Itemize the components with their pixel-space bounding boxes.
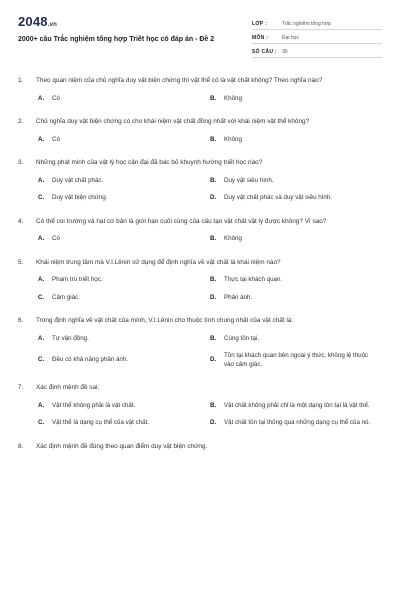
page-header [18, 0, 382, 60]
question-number: 7. [18, 384, 24, 391]
option-letter: A. [38, 94, 45, 102]
option-text: Có [52, 235, 60, 242]
question-item [18, 383, 382, 428]
question-number: 2. [18, 118, 24, 125]
option-letter: C. [38, 419, 45, 426]
answer-option[interactable] [210, 194, 382, 203]
meta-label: MÔN : [252, 35, 269, 41]
option-letter: A. [38, 276, 45, 283]
question-item [18, 316, 382, 369]
answer-options [38, 235, 382, 244]
question-text [18, 158, 382, 168]
option-text: Phạm trù triết học. [52, 276, 103, 283]
option-text: Duy vật chất phác và duy vật siêu hình. [224, 194, 333, 201]
option-text: Duy vật siêu hình. [224, 176, 274, 184]
option-text: Duy vật chất phác. [52, 176, 104, 184]
option-text: Tự vận động. [52, 334, 89, 342]
question-item [18, 217, 382, 244]
answer-option[interactable] [38, 294, 210, 303]
option-letter: C. [38, 194, 45, 201]
option-text: Thực tại khách quan. [224, 276, 283, 283]
option-text: Vật chất không phải chỉ là một dạng tồn tại là vật thể. [224, 401, 370, 409]
option-letter: B. [210, 276, 217, 283]
question-body: Xác định mệnh đề đúng theo quan điểm duy vật biện chứng. [36, 442, 208, 450]
option-letter: A. [38, 135, 45, 143]
question-body: Trong định nghĩa về vật chất của mình, V.I.Lênin cho thuộc tính chung nhất của vật chất là: [36, 317, 294, 324]
site-logo[interactable]: 2048.vn [18, 14, 58, 29]
answer-option[interactable] [210, 235, 382, 244]
document-title: 2000+ câu Trắc nghiệm tổng hợp Triết học có đáp án - Đề 2 [18, 36, 215, 43]
question-text [18, 117, 382, 127]
answer-option[interactable] [38, 276, 210, 285]
answer-option[interactable] [210, 136, 382, 145]
question-item [18, 117, 382, 144]
option-letter: B. [210, 334, 217, 342]
meta-row [252, 44, 382, 58]
answer-option[interactable] [210, 335, 382, 344]
question-body: Chủ nghĩa duy vật biện chứng có cho khái niệm vật chất đồng nhất với khái niệm vật thể không? [36, 118, 310, 125]
question-number: 4. [18, 217, 24, 225]
answer-option[interactable] [38, 402, 210, 411]
option-text: Phản ánh. [224, 293, 253, 301]
answer-option[interactable] [38, 136, 210, 145]
option-text: Vật chất tồn tại thông qua những dạng cụ thể của nó. [224, 419, 371, 426]
question-number: 1. [18, 77, 24, 84]
answer-options [38, 177, 382, 203]
answer-options [38, 136, 382, 145]
question-body: Có thể coi trường và hạt cơ bản là giới hạn cuối cùng của cấu tạo vật chất vật lý được không? Vì sao? [36, 217, 327, 225]
question-item [18, 258, 382, 303]
question-text [18, 258, 382, 268]
option-letter: A. [38, 235, 45, 242]
option-text: Vật thể không phải là vật chất. [52, 401, 136, 409]
answer-option[interactable] [38, 235, 210, 244]
option-text: Có [52, 135, 60, 143]
question-text [18, 442, 382, 452]
question-body: Khái niệm trung tâm mà V.I.Lênin sử dụng để định nghĩa về vật chất là khái niệm nào? [36, 258, 281, 266]
question-item [18, 76, 382, 103]
question-body: Xác định mệnh đề sai: [36, 384, 100, 391]
option-letter: B. [210, 176, 217, 184]
option-letter: D. [210, 293, 217, 301]
question-text [18, 217, 382, 227]
option-letter: C. [38, 356, 45, 364]
question-body: Theo quan niệm của chủ nghĩa duy vật biện chứng thì vật thể có là vật chất không? Theo nghĩa nào? [36, 77, 323, 84]
option-letter: A. [38, 401, 45, 409]
option-letter: D. [210, 194, 217, 201]
option-letter: A. [38, 176, 45, 184]
answer-option[interactable] [38, 419, 210, 428]
meta-row [252, 16, 382, 30]
answer-option[interactable] [210, 276, 382, 285]
option-letter: A. [38, 334, 45, 342]
question-number: 8. [18, 442, 24, 450]
option-text: Vật thể là dạng cụ thể của vật chất. [52, 419, 150, 426]
answer-option[interactable] [210, 402, 382, 411]
question-text [18, 383, 382, 393]
question-number: 3. [18, 159, 24, 166]
option-letter: C. [38, 293, 45, 301]
answer-option[interactable] [210, 352, 382, 369]
meta-label: LỚP : [252, 21, 268, 27]
question-item [18, 158, 382, 203]
answer-option[interactable] [38, 177, 210, 186]
answer-option[interactable] [210, 177, 382, 186]
answer-option[interactable] [210, 294, 382, 303]
option-letter: D. [210, 419, 217, 426]
question-number: 5. [18, 258, 24, 266]
option-text: Không [224, 135, 242, 143]
option-text: Không [224, 94, 242, 102]
answer-options [38, 402, 382, 428]
option-text: Cảm giác. [52, 293, 80, 301]
answer-option[interactable] [38, 95, 210, 104]
answer-options [38, 276, 382, 302]
meta-value: Trắc nghiệm tổng hợp [282, 21, 331, 27]
brand-block [18, 14, 248, 60]
answer-options [38, 335, 382, 370]
answer-option[interactable] [38, 194, 210, 203]
answer-option[interactable] [38, 352, 210, 369]
answer-option[interactable] [38, 335, 210, 344]
question-number: 6. [18, 317, 24, 324]
question-text [18, 316, 382, 326]
answer-option[interactable] [210, 419, 382, 428]
option-text: Đều có khả năng phản ánh. [52, 356, 129, 364]
meta-value: Đại học [282, 35, 299, 41]
option-letter: D. [210, 356, 217, 364]
option-letter: B. [210, 94, 217, 102]
question-body: Những phát minh của vật lý học cận đại đã bác bỏ khuynh hướng triết học nào? [36, 159, 263, 166]
answer-options [38, 95, 382, 104]
question-item [18, 442, 382, 452]
answer-option[interactable] [210, 95, 382, 104]
question-text [18, 76, 382, 86]
option-letter: B. [210, 235, 217, 242]
meta-value: 30 [282, 49, 288, 55]
option-letter: B. [210, 135, 217, 143]
option-letter: B. [210, 401, 217, 409]
meta-row [252, 30, 382, 44]
option-text: Tồn tại khách quan bên ngoài ý thức, không lệ thuộc vào cảm giác. [224, 352, 369, 368]
question-list [18, 76, 382, 451]
meta-label: SỐ CÂU : [252, 49, 277, 55]
document-meta [252, 16, 382, 60]
option-text: Cùng tồn tại. [224, 334, 260, 342]
option-text: Không [224, 235, 242, 242]
option-text: Duy vật biện chứng. [52, 194, 108, 201]
option-text: Có [52, 94, 60, 102]
